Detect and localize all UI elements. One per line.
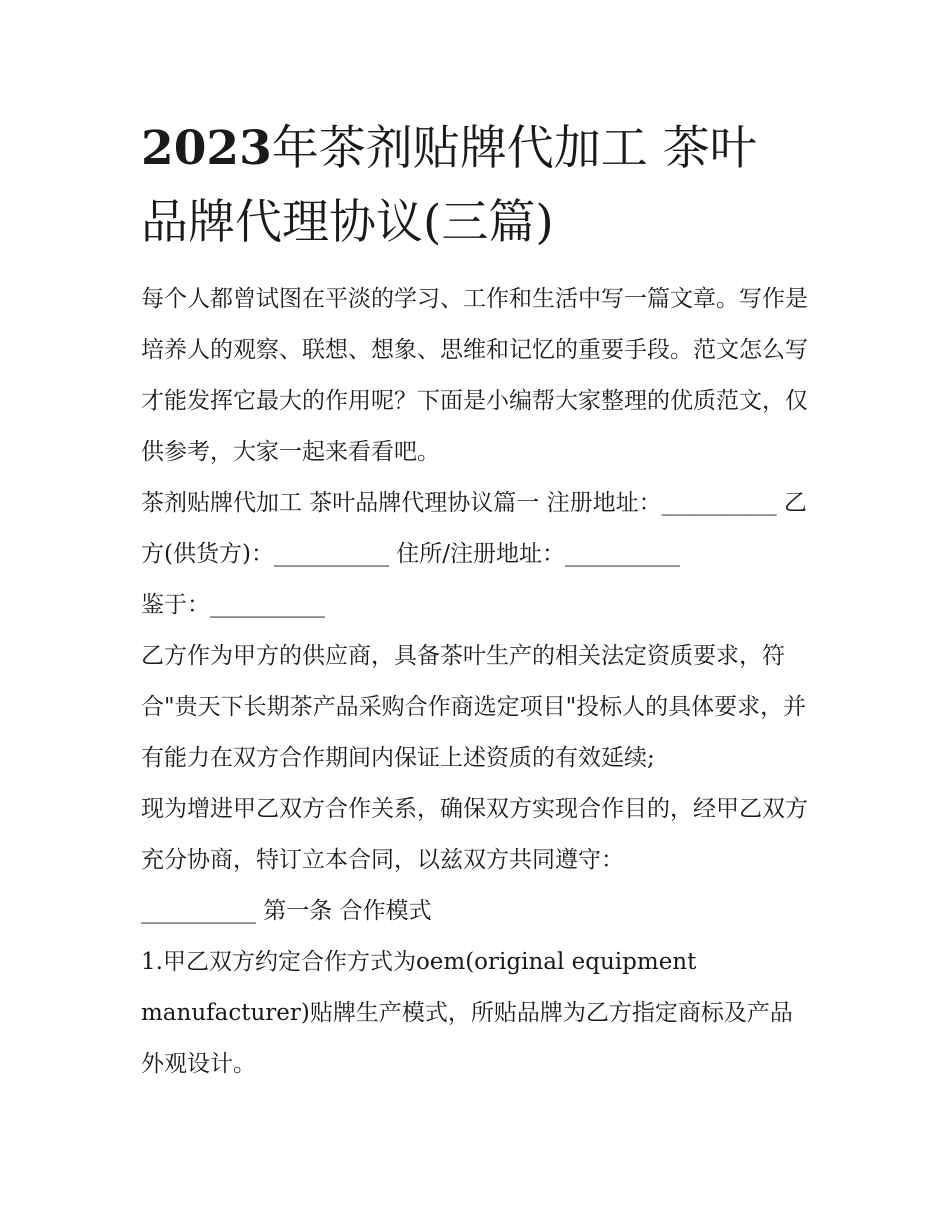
document-body bbox=[141, 274, 813, 1090]
whereas-paragraph: 鉴于：__________ bbox=[141, 592, 325, 618]
article-one-clause-1: 1.甲乙双方约定合作方式为oem(original equipment manufacturer)贴牌生产模式，所贴品牌为乙方指定商标及产品外观设计。 bbox=[141, 949, 793, 1077]
supplier-qualification-paragraph: 乙方作为甲方的供应商，具备茶叶生产的相关法定资质要求，符合"贵天下长期茶产品采购合作商选定项目"投标人的具体要求，并有能力在双方合作期间内保证上述资质的有效延续; bbox=[141, 643, 807, 771]
intro-paragraph: 每个人都曾试图在平淡的学习、工作和生活中写一篇文章。写作是培养人的观察、联想、想象、思维和记忆的重要手段。范文怎么写才能发挥它最大的作用呢？下面是小编帮大家整理的优质范文，仅供参考，大家一起来看看吧。 bbox=[141, 286, 808, 465]
title-year: 2023 bbox=[141, 121, 272, 176]
title-line-1 bbox=[141, 112, 813, 186]
article-one-heading: __________ 第一条 合作模式 bbox=[141, 898, 432, 924]
party-info-paragraph: 茶剂贴牌代加工 茶叶品牌代理协议篇一 注册地址：__________ 乙方(供货方)：__________ 住所/注册地址：__________ bbox=[141, 490, 807, 567]
document-page bbox=[141, 112, 813, 1090]
agreement-purpose-paragraph: 现为增进甲乙双方合作关系，确保双方实现合作目的，经甲乙双方充分协商，特订立本合同，以兹双方共同遵守： bbox=[141, 796, 808, 873]
document-title bbox=[141, 112, 813, 260]
title-line-2: 品牌代理协议(三篇) bbox=[141, 195, 554, 250]
title-line-1-text: 年茶剂贴牌代加工 茶叶 bbox=[271, 121, 757, 176]
